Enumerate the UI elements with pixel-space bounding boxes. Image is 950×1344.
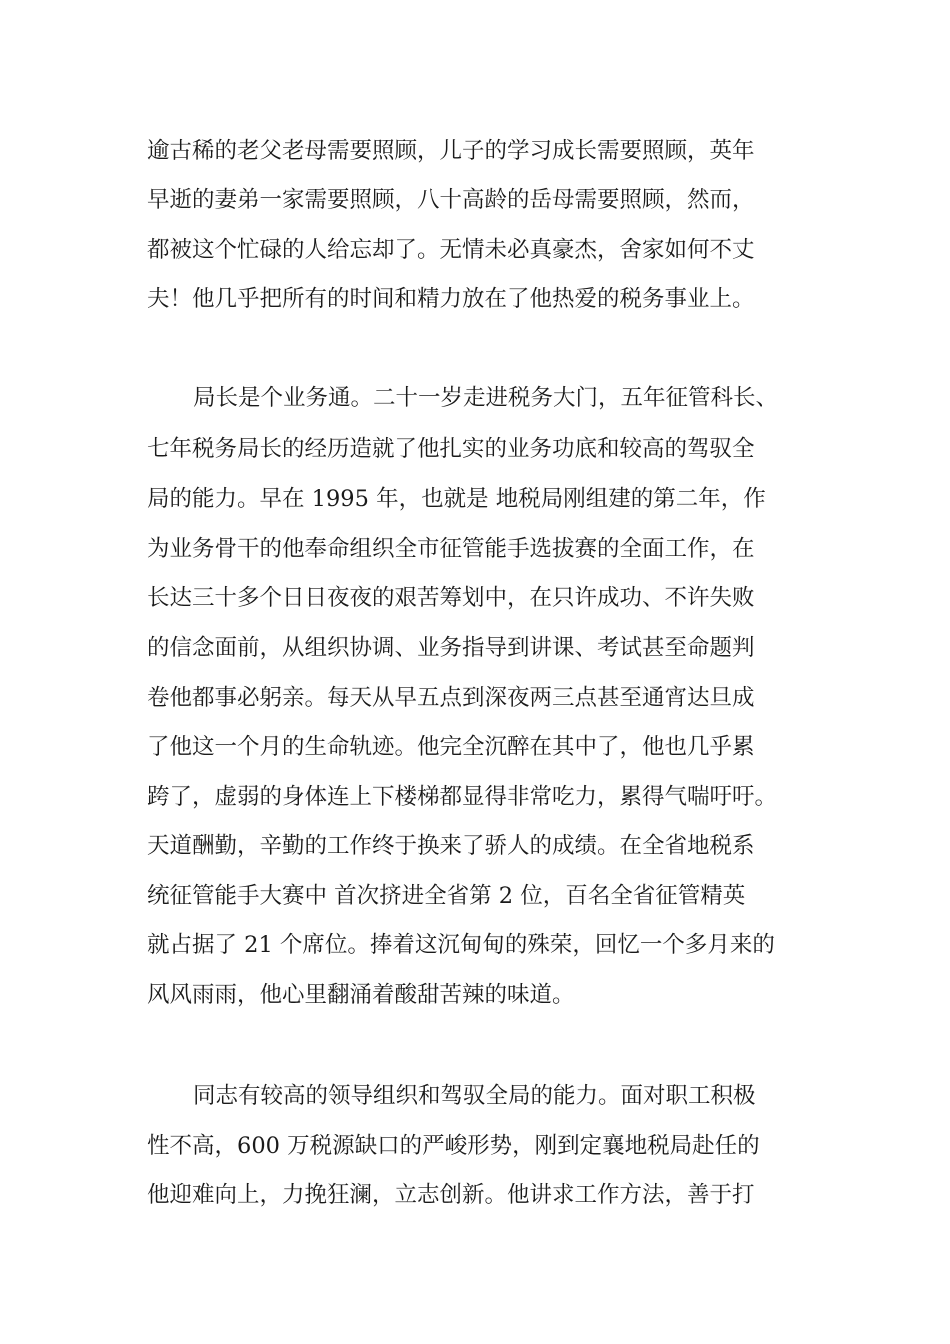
paragraph-2-line-7: 卷他都事必躬亲。每天从早五点到深夜两三点甚至通宵达旦成: [147, 685, 755, 711]
paragraph-2-line-3: 局的能力。早在 1995 年，也就是 地税局刚组建的第二年，作: [147, 486, 766, 512]
paragraph-2-line-13: 风风雨雨，他心里翻涌着酸甜苦辣的味道。: [147, 982, 575, 1008]
paragraph-2-line-6: 的信念面前，从组织协调、业务指导到讲课、考试甚至命题判: [147, 635, 755, 661]
paragraph-2-line-1: 局长是个业务通。二十一岁走进税务大门，五年征管科长、: [193, 385, 779, 411]
paragraph-1-line-1: 逾古稀的老父老母需要照顾，儿子的学习成长需要照顾，英年: [147, 138, 755, 164]
paragraph-2-line-9: 跨了，虚弱的身体连上下楼梯都显得非常吃力，累得气喘吁吁。: [147, 784, 778, 810]
paragraph-2-line-5: 长达三十多个日日夜夜的艰苦筹划中，在只许成功、不许失败: [147, 585, 755, 611]
paragraph-3-line-3: 他迎难向上，力挽狂澜，立志创新。他讲求工作方法，善于打: [147, 1182, 755, 1208]
paragraph-1-line-3: 都被这个忙碌的人给忘却了。无情未必真豪杰，舍家如何不丈: [147, 237, 755, 263]
paragraph-2-line-4: 为业务骨干的他奉命组织全市征管能手选拔赛的全面工作，在: [147, 536, 755, 562]
paragraph-3-line-1: 同志有较高的领导组织和驾驭全局的能力。面对职工积极: [193, 1083, 756, 1109]
paragraph-1-line-4: 夫！他几乎把所有的时间和精力放在了他热爱的税务事业上。: [147, 286, 755, 312]
paragraph-2-line-11: 统征管能手大赛中 首次挤进全省第 2 位，百名全省征管精英: [147, 883, 746, 909]
paragraph-2-line-2: 七年税务局长的经历造就了他扎实的业务功底和较高的驾驭全: [147, 436, 755, 462]
paragraph-3-line-2: 性不高，600 万税源缺口的严峻形势，刚到定襄地税局赴任的: [147, 1133, 760, 1159]
paragraph-1-line-2: 早逝的妻弟一家需要照顾，八十高龄的岳母需要照顾，然而，: [147, 187, 755, 213]
paragraph-2-line-8: 了他这一个月的生命轨迹。他完全沉醉在其中了，他也几乎累: [147, 734, 755, 760]
paragraph-2-line-10: 天道酬勤，辛勤的工作终于换来了骄人的成绩。在全省地税系: [147, 833, 755, 859]
paragraph-2-line-12: 就占据了 21 个席位。捧着这沉甸甸的殊荣，回忆一个多月来的: [147, 932, 775, 958]
